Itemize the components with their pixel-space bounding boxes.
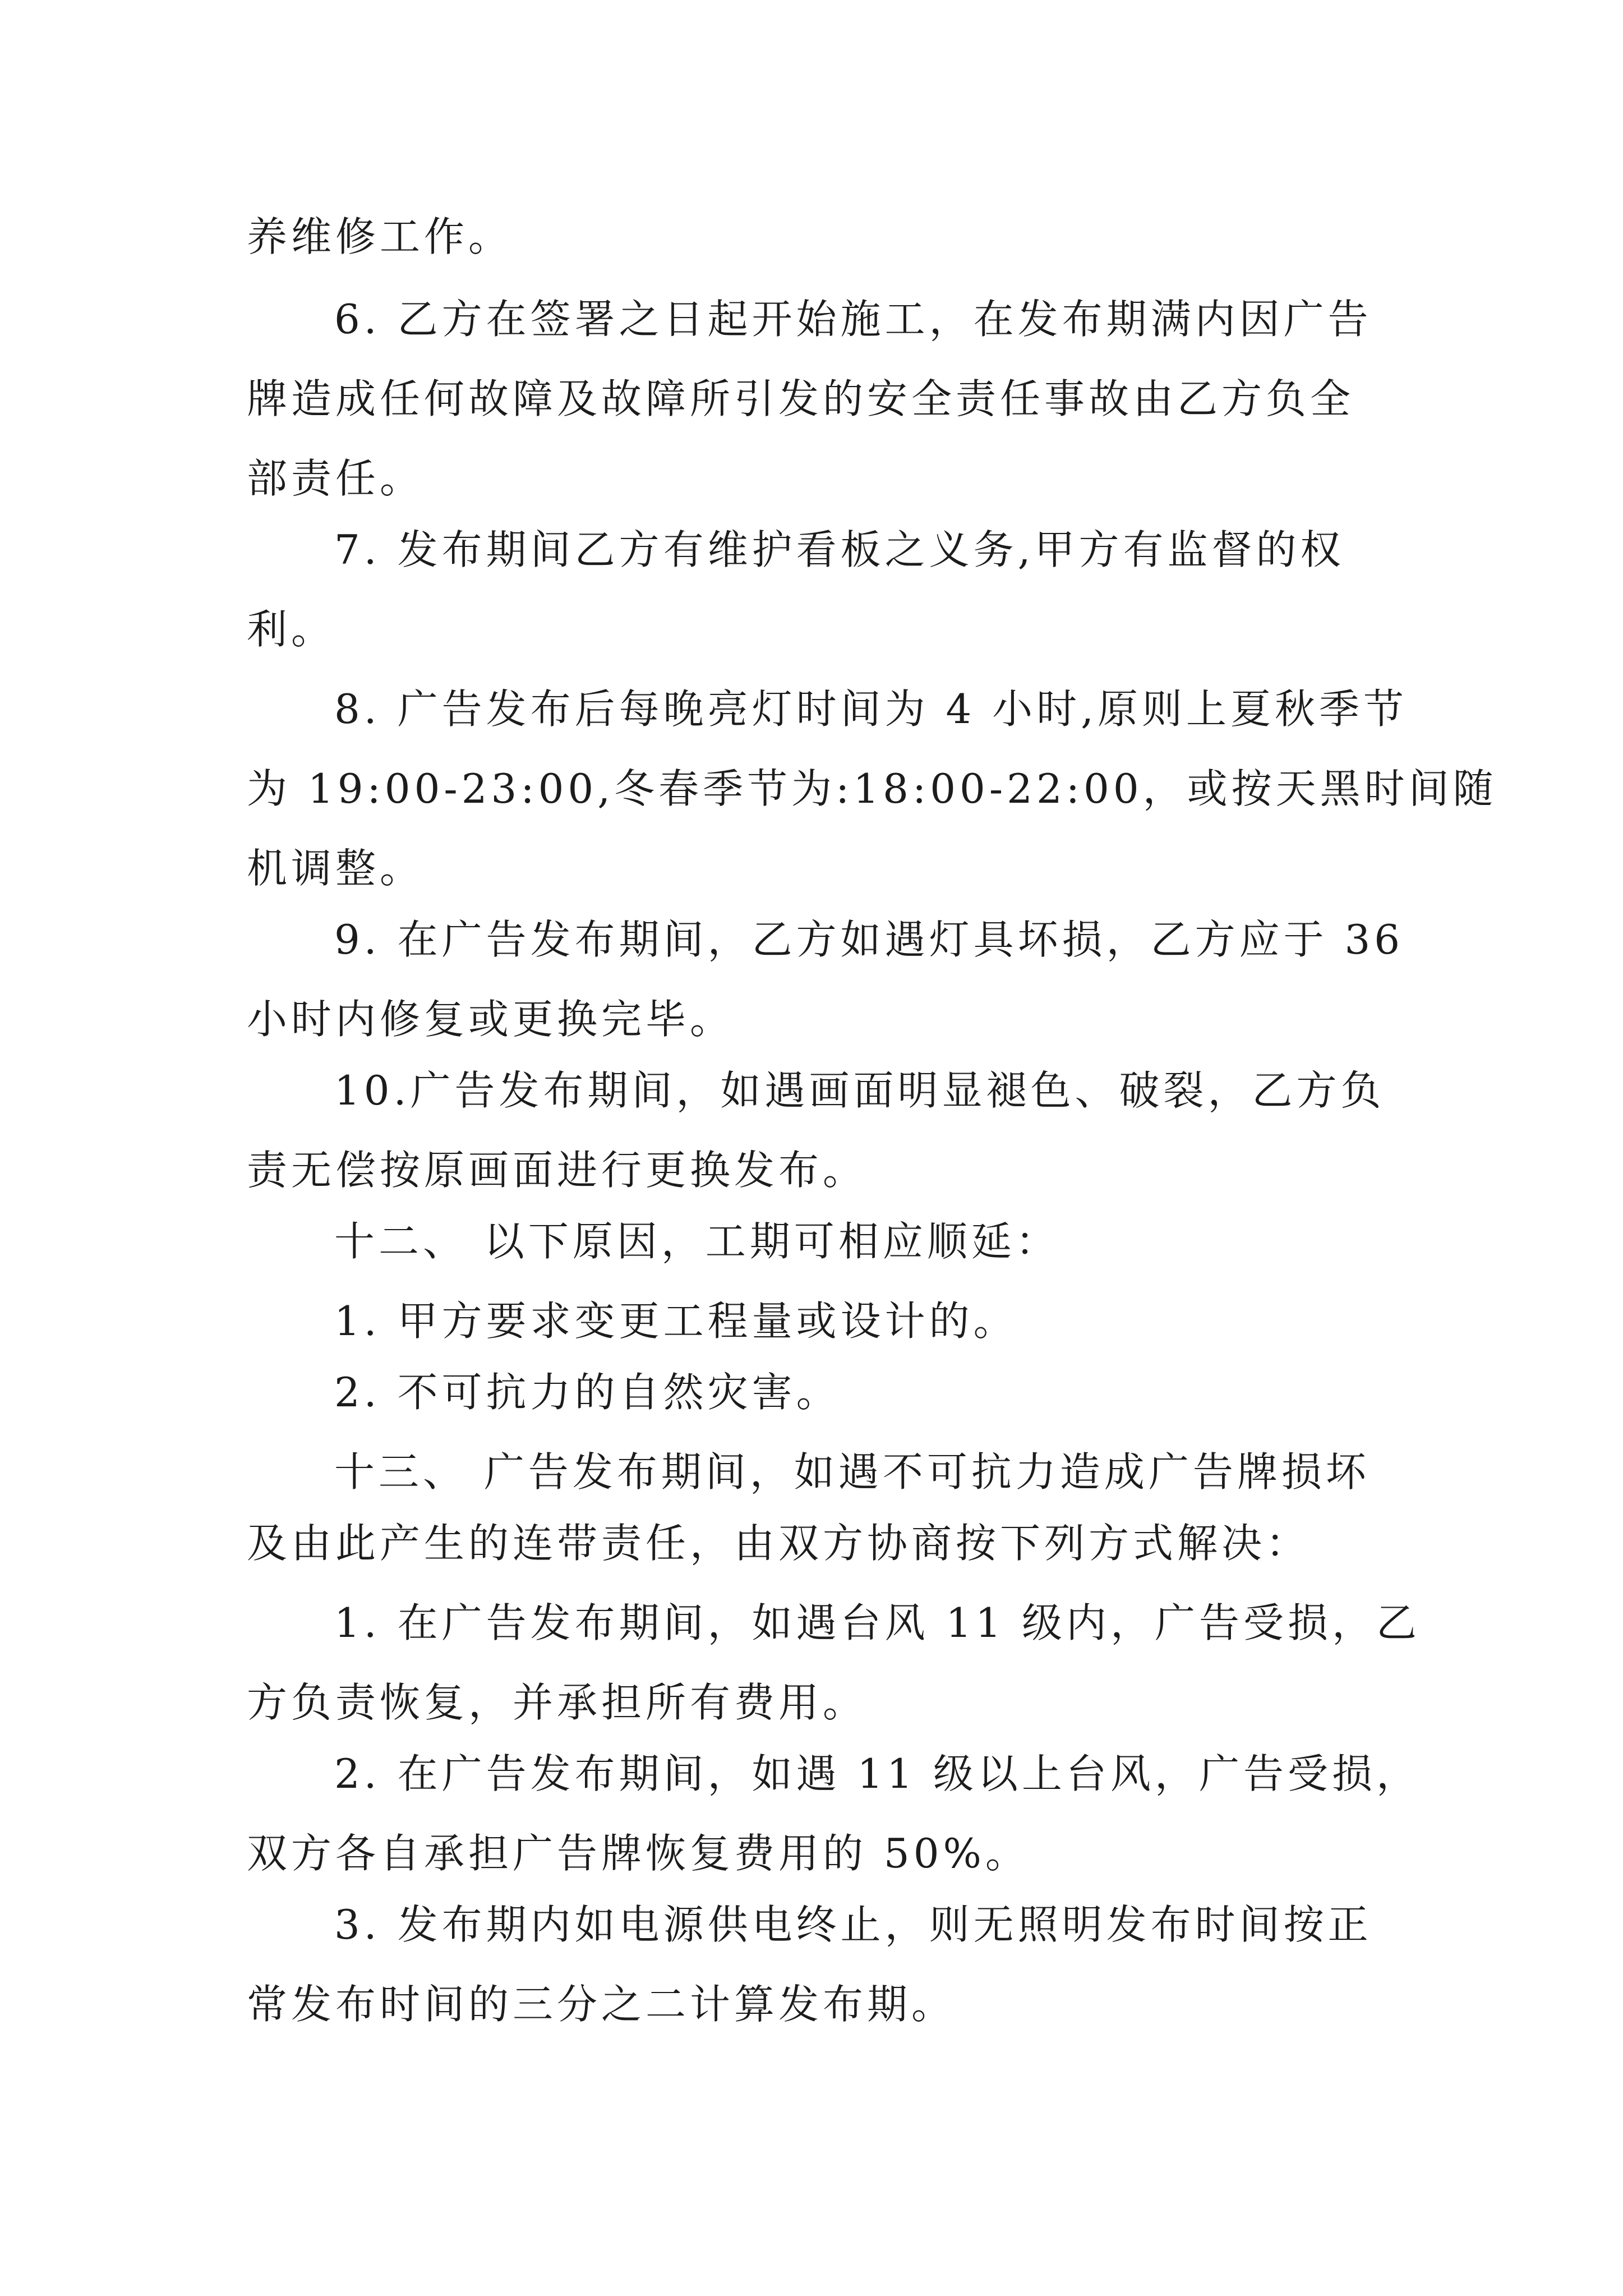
list-item: 1. 在广告发布期间，如遇台风 11 级内，广告受损，乙 — [334, 1599, 1421, 1646]
text-line: 小时内修复或更换完毕。 — [247, 996, 735, 1043]
text-line: 机调整。 — [247, 845, 425, 892]
text-line: 牌造成任何故障及故障所引发的安全责任事故由乙方负全 — [247, 375, 1355, 422]
section-13-heading: 十三、 广告发布期间，如遇不可抗力造成广告牌损坏 — [334, 1448, 1370, 1496]
text-line: 养维修工作。 — [247, 213, 513, 260]
list-item: 1. 甲方要求变更工程量或设计的。 — [334, 1297, 1018, 1345]
text-line: 责无偿按原画面进行更换发布。 — [247, 1147, 868, 1194]
list-item: 2. 在广告发布期间，如遇 11 级以上台风，广告受损， — [334, 1750, 1421, 1797]
clause-7-line: 7. 发布期间乙方有维护看板之义务,甲方有监督的权 — [334, 526, 1345, 573]
text-line: 及由此产生的连带责任，由双方协商按下列方式解决： — [247, 1520, 1311, 1567]
list-item: 3. 发布期内如电源供电终止，则无照明发布时间按正 — [334, 1901, 1372, 1948]
text-line: 方负责恢复，并承担所有费用。 — [247, 1679, 868, 1726]
text-line: 常发布时间的三分之二计算发布期。 — [247, 1981, 956, 2028]
clause-6-line: 6. 乙方在签署之日起开始施工，在发布期满内因广告 — [334, 296, 1372, 343]
text-line: 双方各自承担广告牌恢复费用的 50%。 — [247, 1830, 1030, 1877]
clause-9-line: 9. 在广告发布期间，乙方如遇灯具坏损，乙方应于 36 — [334, 916, 1404, 963]
clause-10-line: 10.广告发布期间，如遇画面明显褪色、破裂，乙方负 — [334, 1067, 1385, 1114]
clause-8-line: 8. 广告发布后每晚亮灯时间为 4 小时,原则上夏秋季节 — [334, 685, 1408, 733]
text-line: 利。 — [247, 606, 336, 653]
text-line: 部责任。 — [247, 455, 425, 502]
section-12-heading: 十二、 以下原因，工期可相应顺延： — [334, 1218, 1060, 1265]
list-item: 2. 不可抗力的自然灾害。 — [334, 1369, 841, 1416]
text-line: 为 19:00-23:00,冬春季节为:18:00-22:00，或按天黑时间随 — [247, 765, 1497, 812]
